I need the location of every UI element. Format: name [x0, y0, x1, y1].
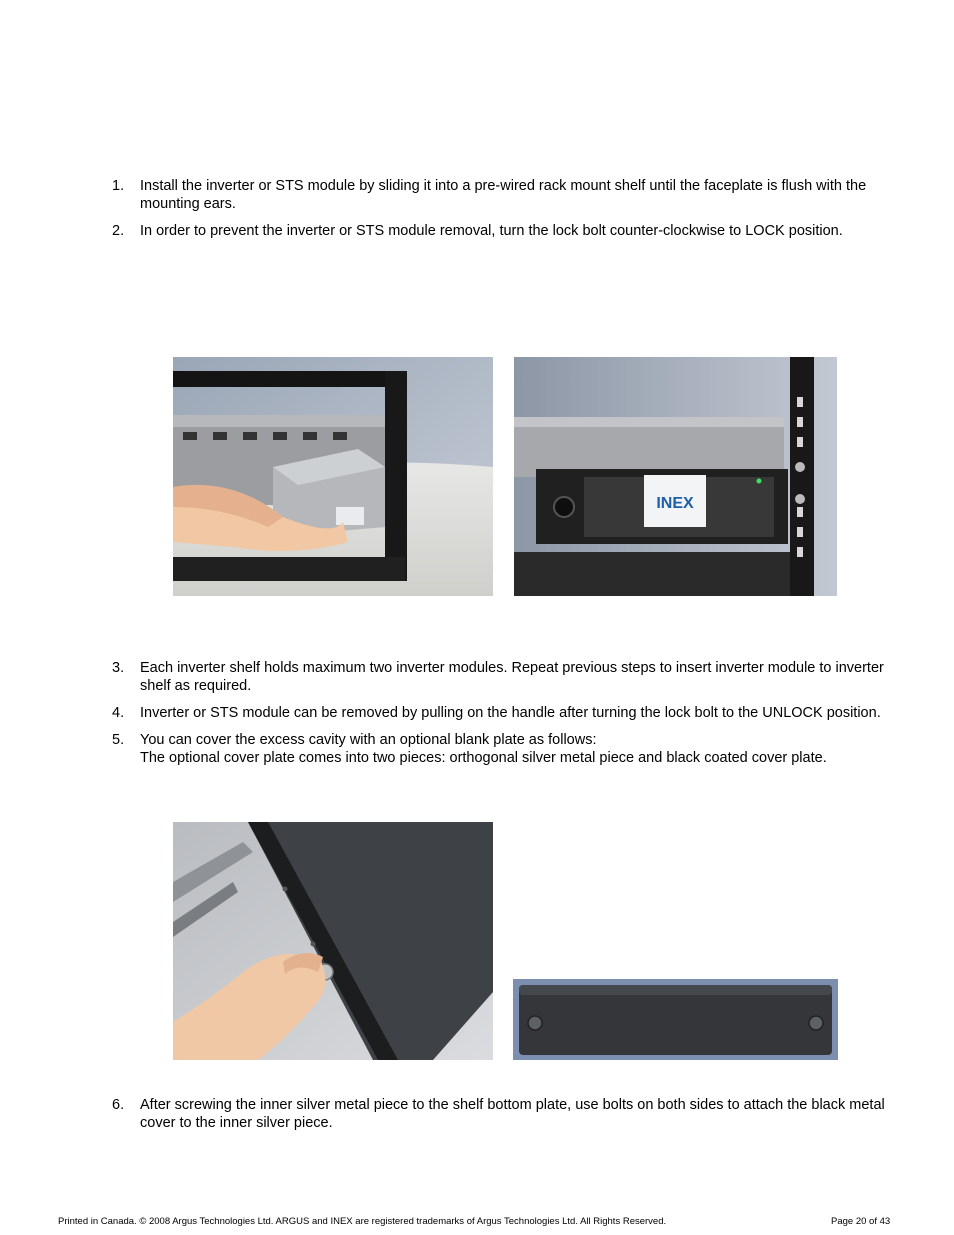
brand-label: INEX	[656, 495, 694, 512]
footer-copyright: Printed in Canada. © 2008 Argus Technologies Ltd. ARGUS and INEX are registered trademarks of Argus Technologies Ltd. All Rights Reserved.	[58, 1216, 667, 1227]
photo-locked-module	[514, 357, 837, 596]
photo-insert-module	[173, 357, 493, 596]
step-text: In order to prevent the inverter or STS module removal, turn the lock bolt counter-clockwise to LOCK position.	[140, 223, 843, 239]
step-1	[110, 177, 900, 213]
step-text: Install the inverter or STS module by sliding it into a pre-wired rack mount shelf until the faceplate is flush with the mounting ears.	[140, 178, 867, 212]
step-2	[110, 222, 900, 240]
step-number: 2.	[112, 223, 125, 239]
instruction-list-a	[110, 177, 900, 240]
step-4	[110, 704, 900, 722]
step-number: 6.	[112, 1097, 125, 1113]
step-text: Inverter or STS module can be removed by pulling on the handle after turning the lock bolt to the UNLOCK position.	[140, 705, 881, 721]
step-number: 1.	[112, 178, 125, 194]
photo-black-cover-plate	[513, 979, 838, 1060]
step-number: 5.	[112, 732, 125, 748]
instruction-list-c	[110, 1096, 900, 1132]
step-5	[110, 731, 900, 767]
step-6	[110, 1096, 900, 1132]
step-number: 4.	[112, 705, 125, 721]
footer-page-number: Page 20 of 43	[831, 1216, 891, 1227]
step-3	[110, 659, 900, 695]
step-number: 3.	[112, 660, 125, 676]
step-text: Each inverter shelf holds maximum two inverter modules. Repeat previous steps to insert inverter module to inverter shelf as required.	[140, 660, 884, 694]
step-subtext: The optional cover plate comes into two pieces: orthogonal silver metal piece and black coated cover plate.	[140, 750, 827, 766]
step-text: After screwing the inner silver metal piece to the shelf bottom plate, use bolts on both sides to attach the black metal cover to the inner silver piece.	[140, 1097, 885, 1131]
step-text: You can cover the excess cavity with an optional blank plate as follows:	[140, 732, 597, 748]
photo-screwing-silver-piece	[173, 822, 493, 1060]
instruction-list-b	[110, 659, 900, 767]
